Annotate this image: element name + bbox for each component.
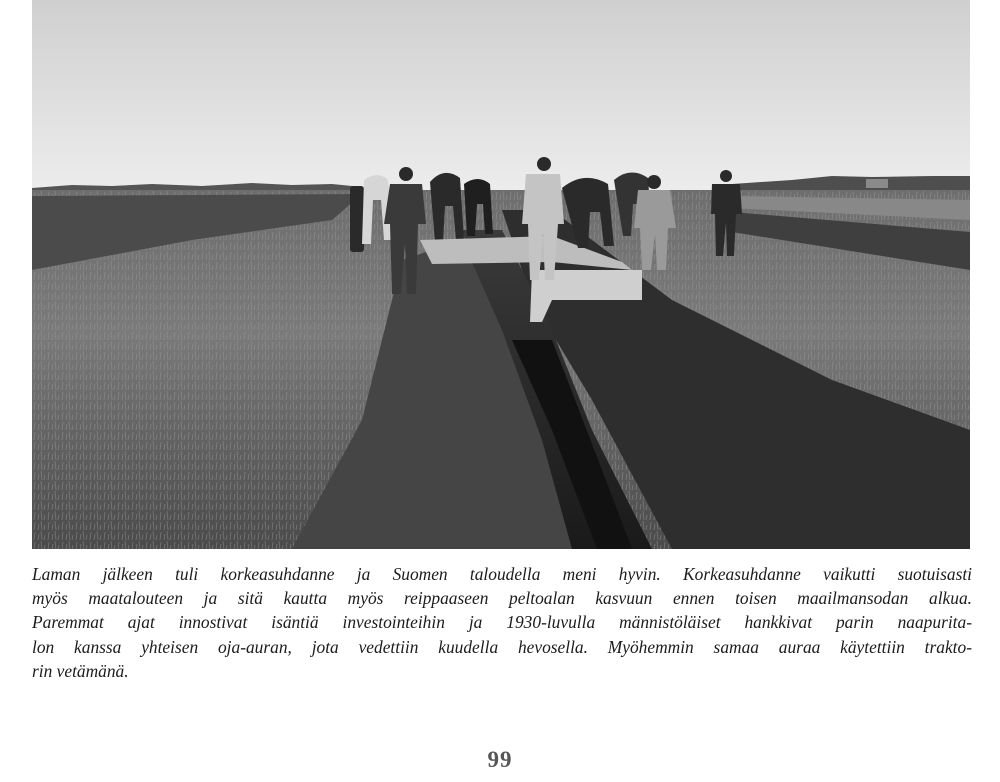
sky [32, 0, 970, 190]
caption-line: rin vetämänä. [32, 660, 129, 681]
caption-line: Paremmat ajat innostivat isäntiä investointeihin ja 1930-luvulla männistöläiset hankkivat parin naapurita- [32, 612, 972, 633]
photograph [32, 0, 970, 549]
caption-line: lon kanssa yhteisen oja-auran, jota vedettiin kuudella hevosella. Myöhemmin samaa auraa käytettiin trakto- [32, 636, 972, 657]
page-number: 99 [487, 747, 513, 772]
ditch-plowing-photo [32, 0, 970, 549]
photo-caption [32, 562, 972, 683]
caption-line: Laman jälkeen tuli korkeasuhdanne ja Suomen taloudella meni hyvin. Korkeasuhdanne vaikutti suotuisasti [32, 564, 972, 584]
distant-house [866, 179, 888, 188]
caption-line: myös maatalouteen ja sitä kautta myös reippaaseen peltoalan kasvuun ennen toisen maailmansodan alkua. [32, 588, 972, 609]
